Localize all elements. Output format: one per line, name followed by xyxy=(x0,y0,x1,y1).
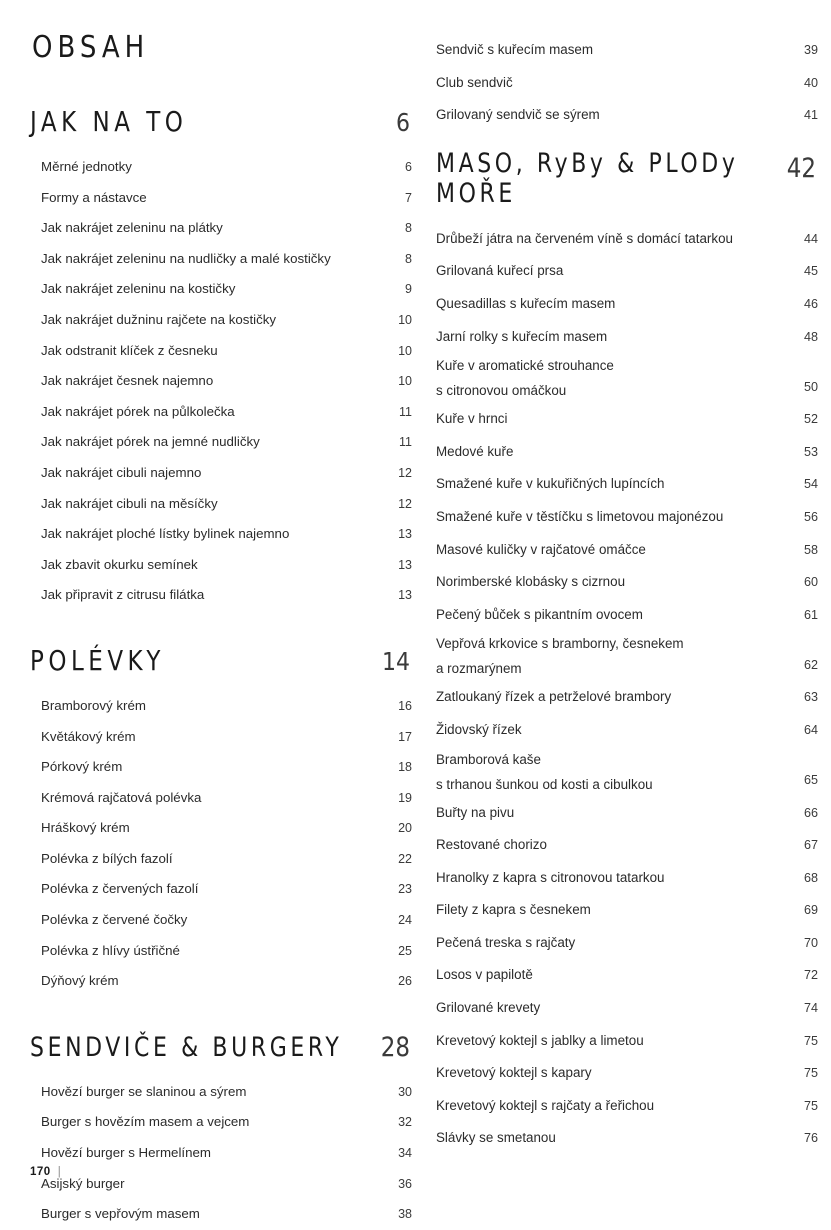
entry-page: 53 xyxy=(803,444,818,459)
section-title: JAK NA TO xyxy=(30,106,188,138)
toc-entry[interactable] xyxy=(436,534,818,567)
entry-title: Jak zbavit okurku semínek xyxy=(41,556,198,572)
entry-page: 13 xyxy=(398,588,412,603)
entry-title: Polévka z červené čočky xyxy=(41,912,188,928)
toc-entry[interactable] xyxy=(436,468,818,501)
entry-page: 13 xyxy=(398,527,412,542)
toc-entry[interactable] xyxy=(30,844,412,875)
entry-title: Polévka z bílých fazolí xyxy=(41,850,173,866)
toc-entry[interactable] xyxy=(30,550,412,581)
entry-title: Club sendvič xyxy=(436,74,513,90)
left-column xyxy=(30,26,412,1230)
entry-page: 54 xyxy=(803,477,818,492)
entry-page: 67 xyxy=(803,838,818,853)
entry-title: Pečená treska s rajčaty xyxy=(436,934,576,950)
section-sendvice-burgery xyxy=(30,1032,412,1230)
toc-entry[interactable] xyxy=(30,722,412,753)
entry-title: Jak nakrájet pórek na jemné nudličky xyxy=(41,434,260,450)
toc-entry[interactable] xyxy=(436,223,818,256)
entry-page: 48 xyxy=(803,329,818,344)
entry-title: Židovský řízek xyxy=(436,721,522,737)
section-heading xyxy=(30,106,412,138)
entry-title-line2: a rozmarýnem xyxy=(436,661,522,677)
toc-entry[interactable] xyxy=(30,905,412,936)
entry-title: Kuře v hrnci xyxy=(436,411,508,427)
entry-page: 50 xyxy=(803,379,818,394)
entry-page: 32 xyxy=(398,1115,412,1130)
toc-entry[interactable] xyxy=(436,829,818,862)
entry-page: 10 xyxy=(398,343,412,358)
entry-title: Grilovaná kuřecí prsa xyxy=(436,263,564,279)
toc-entry[interactable] xyxy=(436,67,818,100)
entry-list-continued xyxy=(436,34,818,132)
entry-title: Hranolky z kapra s citronovou tatarkou xyxy=(436,869,665,885)
page-folio xyxy=(30,1166,61,1178)
toc-entry[interactable] xyxy=(30,458,412,489)
entry-page: 76 xyxy=(803,1131,818,1146)
toc-entry[interactable] xyxy=(30,813,412,844)
entry-title xyxy=(436,631,696,681)
entry-page: 6 xyxy=(405,160,412,174)
toc-entry[interactable] xyxy=(30,752,412,783)
toc-entry[interactable] xyxy=(436,321,818,354)
entry-page: 41 xyxy=(803,108,818,123)
entry-page: 46 xyxy=(803,296,818,311)
entry-page: 10 xyxy=(398,374,412,389)
toc-entry[interactable] xyxy=(436,501,818,534)
toc-entry[interactable] xyxy=(30,936,412,967)
entry-page: 38 xyxy=(398,1207,412,1222)
toc-entry[interactable] xyxy=(436,927,818,960)
entry-page: 68 xyxy=(803,870,818,885)
entry-page: 8 xyxy=(405,251,412,266)
entry-page: 9 xyxy=(405,282,412,297)
entry-page: 70 xyxy=(803,935,818,950)
entry-page: 19 xyxy=(398,790,412,805)
toc-entry[interactable] xyxy=(30,1169,412,1200)
entry-title: Květákový krém xyxy=(41,728,136,744)
entry-title: Jak nakrájet cibuli najemno xyxy=(41,464,202,480)
entry-page: 62 xyxy=(803,657,818,672)
toc-entry[interactable] xyxy=(30,305,412,336)
section-page-number: 14 xyxy=(382,648,410,677)
entry-title-line1: Bramborová kaše xyxy=(436,751,541,767)
two-column-layout xyxy=(30,26,818,1230)
entry-title: Smažené kuře v těstíčku s limetovou majonézou xyxy=(436,508,724,524)
toc-entry[interactable] xyxy=(436,797,818,830)
section-page-number: 28 xyxy=(380,1032,410,1063)
toc-entry[interactable] xyxy=(436,747,818,797)
entry-title: Dýňový krém xyxy=(41,973,119,989)
entry-page: 18 xyxy=(398,760,412,775)
section-heading xyxy=(436,148,818,209)
entry-page: 69 xyxy=(803,903,818,918)
entry-page: 39 xyxy=(803,43,818,57)
toc-entry[interactable] xyxy=(436,255,818,288)
entry-title: Asijský burger xyxy=(41,1175,125,1191)
entry-title: Jak nakrájet ploché lístky bylinek najemno xyxy=(41,526,290,542)
entry-page: 11 xyxy=(399,435,412,450)
entry-page: 56 xyxy=(803,509,818,524)
entry-page: 12 xyxy=(398,465,412,480)
entry-title: Burger s vepřovým masem xyxy=(41,1206,200,1222)
toc-entry[interactable] xyxy=(436,599,818,632)
toc-entry[interactable] xyxy=(30,152,412,183)
toc-entry[interactable] xyxy=(30,691,412,722)
entry-title: Krevetový koktejl s jablky a limetou xyxy=(436,1032,644,1048)
entry-page: 7 xyxy=(405,190,412,205)
page-title: OBSAH xyxy=(32,30,150,66)
spacer xyxy=(30,997,412,1037)
entry-title: Hráškový krém xyxy=(41,820,130,836)
section-title: MASO, RyBy & PLODy MOŘE xyxy=(436,148,739,209)
entry-page: 75 xyxy=(803,1033,818,1048)
entry-page: 44 xyxy=(803,231,818,246)
entry-title: Drůbeží játra na červeném víně s domácí tatarkou xyxy=(436,230,733,246)
toc-entry[interactable] xyxy=(436,1090,818,1123)
toc-entry[interactable] xyxy=(30,1138,412,1169)
section-heading xyxy=(30,1032,412,1063)
entry-page: 52 xyxy=(803,412,818,427)
entry-page: 36 xyxy=(398,1176,412,1191)
entry-title-line2: s trhanou šunkou od kosti a cibulkou xyxy=(436,776,653,792)
toc-entry[interactable] xyxy=(30,213,412,244)
entry-page: 75 xyxy=(803,1098,818,1113)
toc-entry[interactable] xyxy=(30,489,412,520)
entry-title: Jak nakrájet cibuli na měsíčky xyxy=(41,495,218,511)
entry-page: 66 xyxy=(803,805,818,820)
toc-entry[interactable] xyxy=(30,580,412,611)
toc-entry[interactable] xyxy=(30,183,412,214)
entry-title: Masové kuličky v rajčatové omáčce xyxy=(436,541,646,557)
folio-rule: | xyxy=(57,1166,62,1178)
entry-title: Burger s hovězím masem a vejcem xyxy=(41,1114,250,1130)
entry-title: Polévka z hlívy ústřičné xyxy=(41,942,180,958)
entry-list xyxy=(436,223,818,1155)
entry-title: Medové kuře xyxy=(436,443,514,459)
entry-title: Grilované krevety xyxy=(436,1000,541,1016)
entry-page: 30 xyxy=(398,1084,412,1099)
entry-title-line2: s citronovou omáčkou xyxy=(436,383,567,399)
toc-entry[interactable] xyxy=(436,1025,818,1058)
toc-entry[interactable] xyxy=(436,862,818,895)
entry-title-line1: Kuře v aromatické strouhance xyxy=(436,358,614,374)
section-page-number: 6 xyxy=(396,109,410,138)
entry-title: Pečený bůček s pikantním ovocem xyxy=(436,606,643,622)
entry-title: Zatloukaný řízek a petrželové brambory xyxy=(436,689,672,705)
entry-title: Hovězí burger s Hermelínem xyxy=(41,1145,211,1161)
entry-page: 40 xyxy=(803,75,818,90)
entry-title: Jak nakrájet pórek na půlkolečka xyxy=(41,403,235,419)
entry-page: 63 xyxy=(803,690,818,705)
toc-entry[interactable] xyxy=(436,566,818,599)
toc-entry[interactable] xyxy=(436,34,818,67)
toc-entry[interactable] xyxy=(436,353,818,403)
entry-page: 61 xyxy=(803,607,818,622)
entry-list xyxy=(30,1077,412,1230)
entry-list xyxy=(30,691,412,997)
section-title: POLÉVKY xyxy=(30,645,165,677)
entry-page: 23 xyxy=(398,882,412,897)
entry-title xyxy=(436,747,665,797)
section-page-number: 42 xyxy=(786,153,816,184)
entry-page: 8 xyxy=(405,221,412,236)
entry-page: 22 xyxy=(398,851,412,866)
toc-entry[interactable] xyxy=(436,403,818,436)
entry-title: Jak nakrájet dužninu rajčete na kostičky xyxy=(41,311,277,327)
toc-entry[interactable] xyxy=(436,1057,818,1090)
entry-page: 74 xyxy=(803,1001,818,1016)
entry-page: 60 xyxy=(803,575,818,590)
section-title: SENDVIČE & BURGERY xyxy=(30,1032,343,1063)
toc-entry[interactable] xyxy=(30,1199,412,1230)
entry-title: Buřty na pivu xyxy=(436,804,515,820)
toc-entry[interactable] xyxy=(436,894,818,927)
entry-title: Krevetový koktejl s rajčaty a řeřichou xyxy=(436,1097,655,1113)
entry-page: 34 xyxy=(398,1146,412,1161)
entry-page: 10 xyxy=(398,312,412,327)
entry-page: 24 xyxy=(398,913,412,928)
entry-title: Quesadillas s kuřecím masem xyxy=(436,295,616,311)
entry-page: 13 xyxy=(398,557,412,572)
entry-title: Smažené kuře v kukuřičných lupíncích xyxy=(436,476,665,492)
toc-entry[interactable] xyxy=(436,1122,818,1155)
toc-entry[interactable] xyxy=(30,519,412,550)
toc-entry[interactable] xyxy=(436,288,818,321)
entry-title: Slávky se smetanou xyxy=(436,1130,556,1146)
entry-title: Jak nakrájet zeleninu na plátky xyxy=(41,220,223,236)
toc-entry[interactable] xyxy=(30,874,412,905)
toc-entry[interactable] xyxy=(30,427,412,458)
entry-page: 20 xyxy=(398,821,412,836)
right-column xyxy=(436,26,818,1155)
entry-page: 58 xyxy=(803,542,818,557)
section-heading xyxy=(30,645,412,677)
entry-page: 65 xyxy=(803,772,818,787)
toc-entry[interactable] xyxy=(436,992,818,1025)
entry-page: 17 xyxy=(398,729,412,744)
entry-title: Grilovaný sendvič se sýrem xyxy=(436,107,600,123)
section-jak-na-to xyxy=(30,106,412,611)
section-maso-ryby-plody-more xyxy=(436,148,818,1155)
entry-title: Losos v papilotě xyxy=(436,967,533,983)
entry-title: Jak nakrájet zeleninu na kostičky xyxy=(41,281,236,297)
entry-title: Filety z kapra s česnekem xyxy=(436,902,591,918)
toc-entry[interactable] xyxy=(436,436,818,469)
entry-title: Jak nakrájet česnek najemno xyxy=(41,373,214,389)
entry-title xyxy=(436,353,626,403)
entry-title: Hovězí burger se slaninou a sýrem xyxy=(41,1083,247,1099)
entry-page: 75 xyxy=(803,1066,818,1081)
toc-entry[interactable] xyxy=(436,631,818,681)
toc-entry[interactable] xyxy=(30,1107,412,1138)
entry-title: Měrné jednotky xyxy=(41,159,132,174)
entry-page: 72 xyxy=(803,968,818,983)
entry-page: 64 xyxy=(803,722,818,737)
entry-page: 25 xyxy=(398,943,412,958)
toc-entry[interactable] xyxy=(30,366,412,397)
entry-title: Jarní rolky s kuřecím masem xyxy=(436,328,608,344)
section-polevky xyxy=(30,645,412,997)
toc-entry[interactable] xyxy=(436,681,818,714)
entry-page: 11 xyxy=(399,404,412,419)
folio-number: 170 xyxy=(30,1166,51,1178)
entry-title: Restované chorizo xyxy=(436,837,547,853)
entry-list xyxy=(30,152,412,611)
entry-page: 45 xyxy=(803,264,818,279)
entry-title: Pórkový krém xyxy=(41,759,123,775)
toc-entry[interactable] xyxy=(30,966,412,997)
entry-title: Formy a nástavce xyxy=(41,189,147,205)
entry-title: Krevetový koktejl s kapary xyxy=(436,1065,592,1081)
toc-entry[interactable] xyxy=(436,959,818,992)
entry-page: 26 xyxy=(398,974,412,989)
toc-entry[interactable] xyxy=(30,1077,412,1108)
entry-title: Norimberské klobásky s cizrnou xyxy=(436,574,626,590)
entry-title: Jak nakrájet zeleninu na nudličky a malé kostičky xyxy=(41,250,331,266)
entry-page: 12 xyxy=(398,496,412,511)
toc-entry[interactable] xyxy=(30,244,412,275)
toc-entry[interactable] xyxy=(30,336,412,367)
toc-entry[interactable] xyxy=(30,397,412,428)
entry-title: Polévka z červených fazolí xyxy=(41,881,199,897)
entry-title: Jak odstranit klíček z česneku xyxy=(41,342,218,358)
toc-entry[interactable] xyxy=(436,714,818,747)
entry-title: Jak připravit z citrusu filátka xyxy=(41,587,205,603)
toc-entry[interactable] xyxy=(436,99,818,132)
entry-title: Krémová rajčatová polévka xyxy=(41,789,202,805)
entry-title: Bramborový krém xyxy=(41,697,146,713)
entry-title-line1: Vepřová krkovice s bramborny, česnekem xyxy=(436,636,684,652)
toc-entry[interactable] xyxy=(30,783,412,814)
toc-entry[interactable] xyxy=(30,274,412,305)
entry-page: 16 xyxy=(398,698,412,713)
entry-title: Sendvič s kuřecím masem xyxy=(436,42,594,57)
